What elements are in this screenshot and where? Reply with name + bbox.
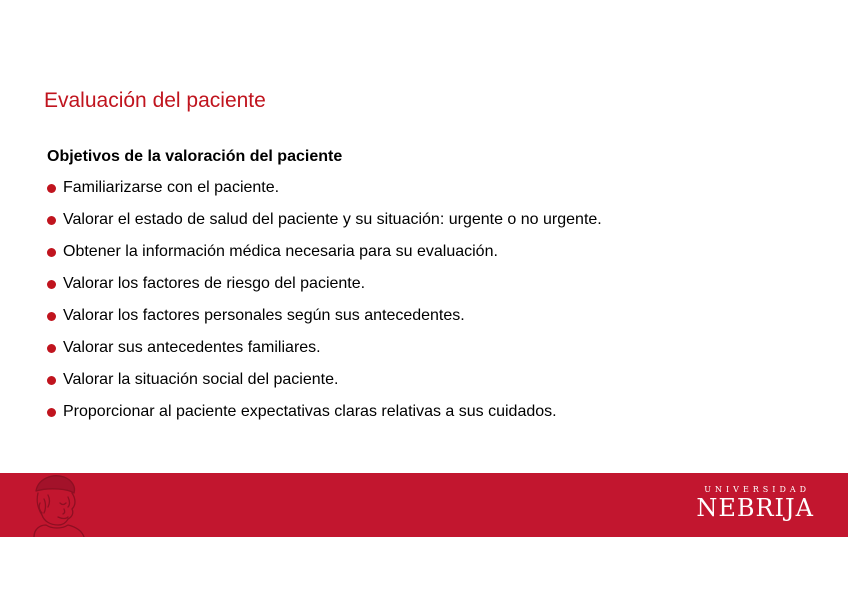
list-item-text: Valorar sus antecedentes familiares. (63, 339, 321, 356)
footer-band (0, 473, 848, 537)
list-item-text: Valorar los factores personales según sus antecedentes. (63, 307, 465, 324)
list-item-text: Valorar la situación social del paciente. (63, 371, 339, 388)
list-item-text: Valorar el estado de salud del paciente y su situación: urgente o no urgente. (63, 211, 602, 228)
bullet-dot-icon (47, 248, 56, 257)
list-item (47, 306, 602, 338)
bullet-dot-icon (47, 280, 56, 289)
list-item-text: Valorar los factores de riesgo del paciente. (63, 275, 366, 292)
list-item-text: Familiarizarse con el paciente. (63, 179, 280, 196)
nebrija-portrait-icon (22, 473, 88, 537)
list-item-text: Obtener la información médica necesaria para su evaluación. (63, 243, 498, 260)
bullet-dot-icon (47, 376, 56, 385)
logo-wordmark: NEBRIJA (696, 494, 814, 522)
list-item-text: Proporcionar al paciente expectativas claras relativas a sus cuidados. (63, 403, 557, 420)
bullet-dot-icon (47, 408, 56, 417)
list-item (47, 402, 602, 434)
slide-title: Evaluación del paciente (44, 89, 266, 112)
bullet-dot-icon (47, 344, 56, 353)
bullet-dot-icon (47, 312, 56, 321)
list-item (47, 242, 602, 274)
list-item (47, 370, 602, 402)
list-item (47, 338, 602, 370)
bullet-dot-icon (47, 184, 56, 193)
list-item (47, 210, 602, 242)
nebrija-logo (696, 485, 814, 522)
list-item (47, 178, 602, 210)
objectives-list (47, 178, 602, 434)
list-item (47, 274, 602, 306)
section-heading: Objetivos de la valoración del paciente (47, 148, 343, 165)
logo-subtitle: UNIVERSIDAD (704, 485, 811, 494)
bullet-dot-icon (47, 216, 56, 225)
